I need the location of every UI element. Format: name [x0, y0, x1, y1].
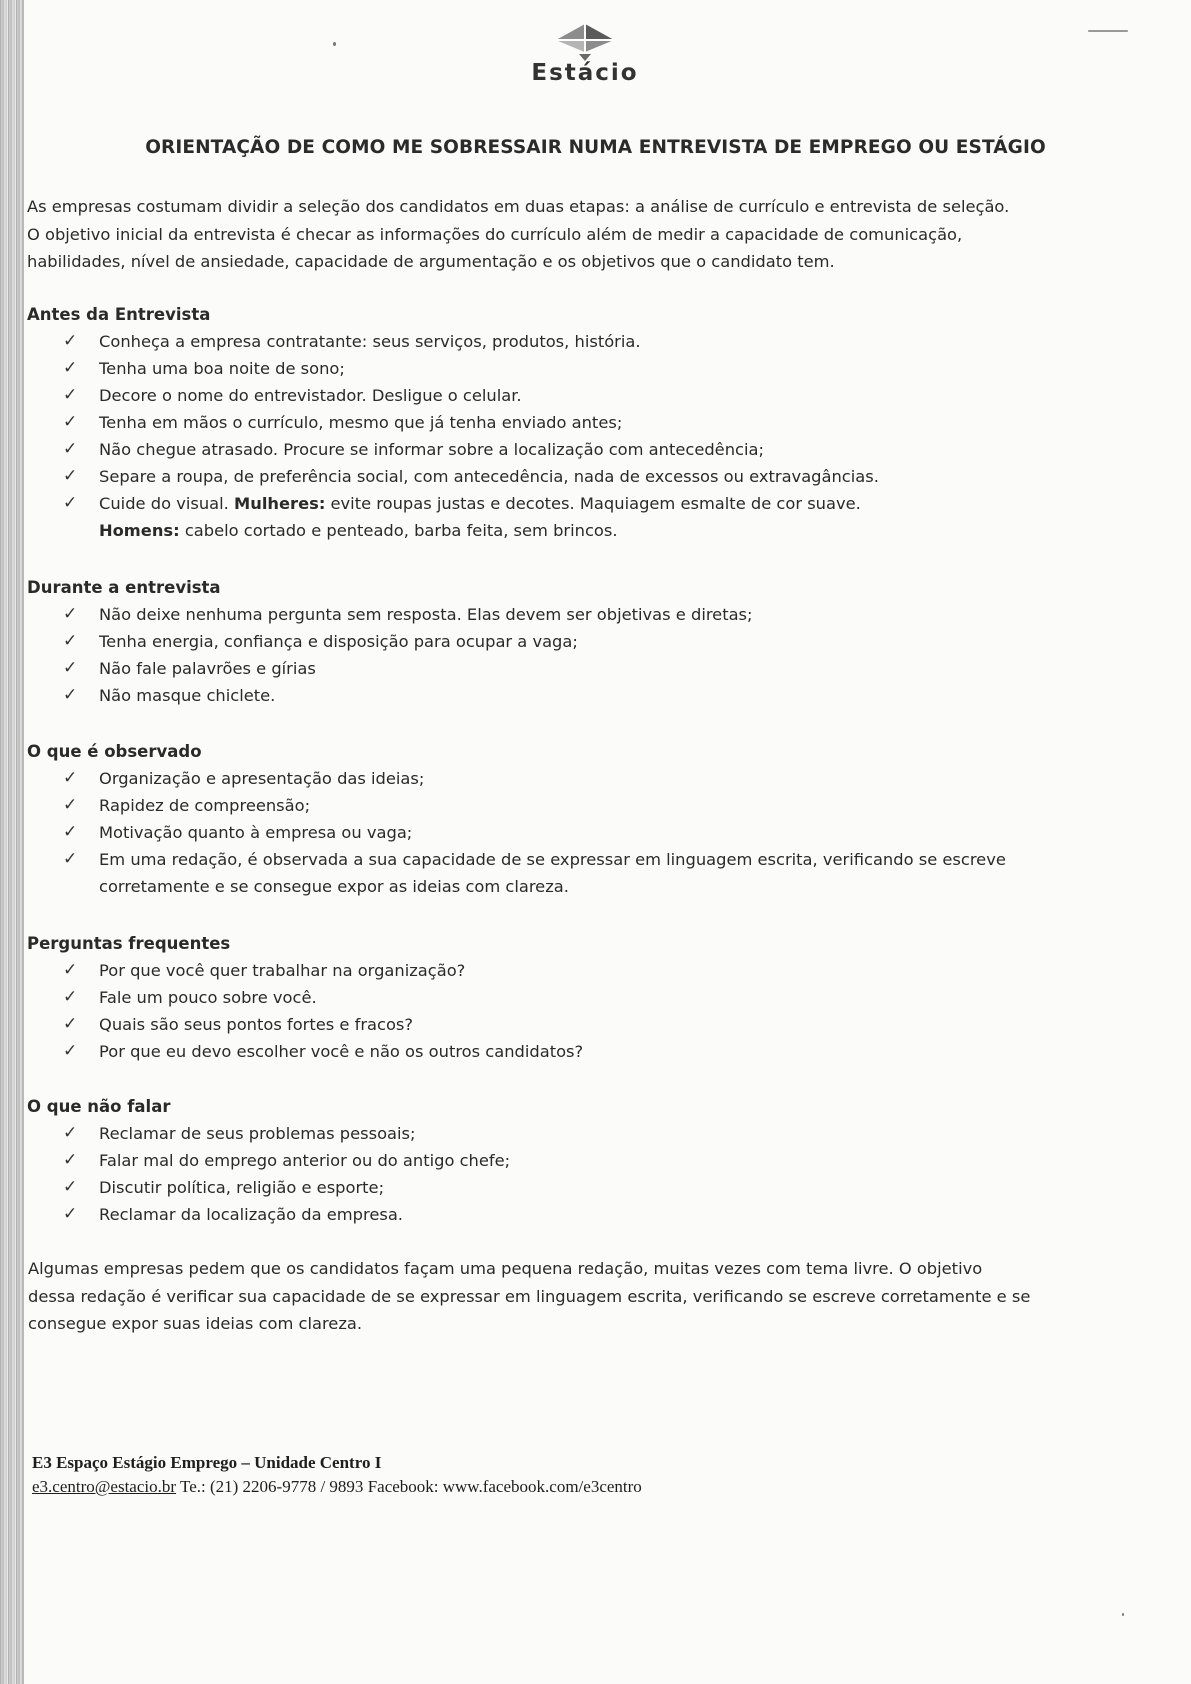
checkmark-icon: ✓: [63, 385, 78, 405]
women-label: Mulheres:: [234, 494, 326, 513]
section-heading: Durante a entrevista: [27, 578, 221, 597]
footer-contact-line: [32, 1475, 642, 1499]
checkmark-icon: ✓: [63, 493, 78, 513]
closing-line: consegue expor suas ideias com clareza.: [28, 1314, 363, 1333]
list-item: ✓ Por que você quer trabalhar na organização?: [27, 957, 1157, 984]
checkmark-icon: ✓: [63, 960, 78, 980]
checkmark-icon: ✓: [63, 358, 78, 378]
intro-line: habilidades, nível de ansiedade, capacidade de argumentação e os objetivos que o candidato tem.: [27, 252, 835, 271]
estacio-logo: [505, 22, 665, 86]
list-item: ✓ Conheça a empresa contratante: seus serviços, produtos, história.: [27, 328, 1157, 355]
section-nao-falar: [27, 1093, 1157, 1228]
list-item: ✓ Organização e apresentação das ideias;: [27, 765, 1157, 792]
checkmark-icon: ✓: [63, 822, 78, 842]
section-antes: [27, 301, 1157, 544]
list-item: ✓ Reclamar da localização da empresa.: [27, 1201, 1157, 1228]
email-link[interactable]: e3.centro@estacio.br: [32, 1477, 177, 1496]
intro-line: As empresas costumam dividir a seleção dos candidatos em duas etapas: a análise de currículo e entrevista de seleção.: [27, 197, 1010, 216]
facebook-text: Facebook: www.facebook.com/e3centro: [367, 1477, 642, 1496]
section-heading: Perguntas frequentes: [27, 934, 231, 953]
section-heading: O que não falar: [27, 1097, 171, 1116]
checkmark-icon: ✓: [63, 795, 78, 815]
closing-paragraph: [28, 1255, 1158, 1338]
list-item: ✓ Tenha energia, confiança e disposição para ocupar a vaga;: [27, 628, 1157, 655]
checkmark-icon: ✓: [63, 1014, 78, 1034]
checkmark-icon: ✓: [63, 1204, 78, 1224]
checkmark-icon: ✓: [63, 466, 78, 486]
scan-speck: [333, 42, 336, 46]
list-item: ✓ Não fale palavrões e gírias: [27, 655, 1157, 682]
section-durante: [27, 574, 1157, 709]
checkmark-icon: ✓: [63, 685, 78, 705]
list-item: ✓ Tenha em mãos o currículo, mesmo que já tenha enviado antes;: [27, 409, 1157, 436]
list-item: ✓ Fale um pouco sobre você.: [27, 984, 1157, 1011]
list-item: ✓ Não chegue atrasado. Procure se informar sobre a localização com antecedência;: [27, 436, 1157, 463]
list-item: ✓ Por que eu devo escolher você e não os outros candidatos?: [27, 1038, 1157, 1065]
list-item-visual: [27, 490, 1157, 544]
checkmark-icon: ✓: [63, 412, 78, 432]
list-item: ✓ Decore o nome do entrevistador. Desligue o celular.: [27, 382, 1157, 409]
scan-speck: [1122, 1613, 1124, 1616]
intro-line: O objetivo inicial da entrevista é checar as informações do currículo além de medir a capacidade de comunicação,: [27, 224, 963, 244]
list-item: ✓ Motivação quanto à empresa ou vaga;: [27, 819, 1157, 846]
checkmark-icon: ✓: [63, 1177, 78, 1197]
scan-mark: [1088, 30, 1128, 32]
estacio-logo-icon: [554, 22, 616, 62]
section-heading: Antes da Entrevista: [27, 305, 211, 324]
checkmark-icon: ✓: [63, 987, 78, 1007]
checkmark-icon: ✓: [63, 439, 78, 459]
checkmark-icon: ✓: [63, 658, 78, 678]
section-heading: O que é observado: [27, 742, 202, 761]
checkmark-icon: ✓: [63, 604, 78, 624]
footer-title: E3 Espaço Estágio Emprego – Unidade Centro I: [32, 1453, 382, 1472]
list-item: ✓ Quais são seus pontos fortes e fracos?: [27, 1011, 1157, 1038]
visual-prefix: Cuide do visual.: [99, 494, 229, 513]
men-label: Homens:: [99, 521, 180, 540]
women-text: evite roupas justas e decotes. Maquiagem esmalte de cor suave.: [330, 494, 861, 513]
list-item: ✓ Não deixe nenhuma pergunta sem resposta. Elas devem ser objetivas e diretas;: [27, 601, 1157, 628]
footer-contact: [32, 1451, 642, 1499]
section-perguntas: [27, 930, 1157, 1065]
closing-line: Algumas empresas pedem que os candidatos façam uma pequena redação, muitas vezes com tema livre. O objetivo: [28, 1259, 983, 1278]
list-item: ✓ Separe a roupa, de preferência social, com antecedência, nada de excessos ou extravagâncias.: [27, 463, 1157, 490]
checkmark-icon: ✓: [63, 1123, 78, 1143]
checkmark-icon: ✓: [63, 631, 78, 651]
closing-line: dessa redação é verificar sua capacidade de se expressar em linguagem escrita, verificando se escreve corretamente e se: [28, 1286, 1031, 1306]
intro-paragraph: [27, 193, 1157, 276]
logo-wordmark: Estácio: [531, 60, 639, 86]
checkmark-icon: ✓: [63, 768, 78, 788]
phone-text: Te.: (21) 2206-9778 / 9893: [180, 1477, 364, 1496]
list-item: ✓ Reclamar de seus problemas pessoais;: [27, 1120, 1157, 1147]
page-title: ORIENTAÇÃO DE COMO ME SOBRESSAIR NUMA ENTREVISTA DE EMPREGO OU ESTÁGIO: [145, 137, 1046, 158]
checkmark-icon: ✓: [63, 849, 78, 869]
scan-edge-line: [22, 0, 24, 1684]
checkmark-icon: ✓: [63, 1041, 78, 1061]
list-item: ✓ Rapidez de compreensão;: [27, 792, 1157, 819]
list-item: ✓ Em uma redação, é observada a sua capacidade de se expressar em linguagem escrita, verificando se escreve corretamente e se consegue expor as ideias com clareza.: [27, 846, 1157, 900]
checkmark-icon: ✓: [63, 331, 78, 351]
list-item: ✓ Falar mal do emprego anterior ou do antigo chefe;: [27, 1147, 1157, 1174]
list-item: ✓ Tenha uma boa noite de sono;: [27, 355, 1157, 382]
scan-edge: [0, 0, 22, 1684]
list-item: ✓ Não masque chiclete.: [27, 682, 1157, 709]
section-observado: [27, 738, 1157, 900]
list-item: ✓ Discutir política, religião e esporte;: [27, 1174, 1157, 1201]
checkmark-icon: ✓: [63, 1150, 78, 1170]
men-text: cabelo cortado e penteado, barba feita, sem brincos.: [184, 521, 618, 540]
